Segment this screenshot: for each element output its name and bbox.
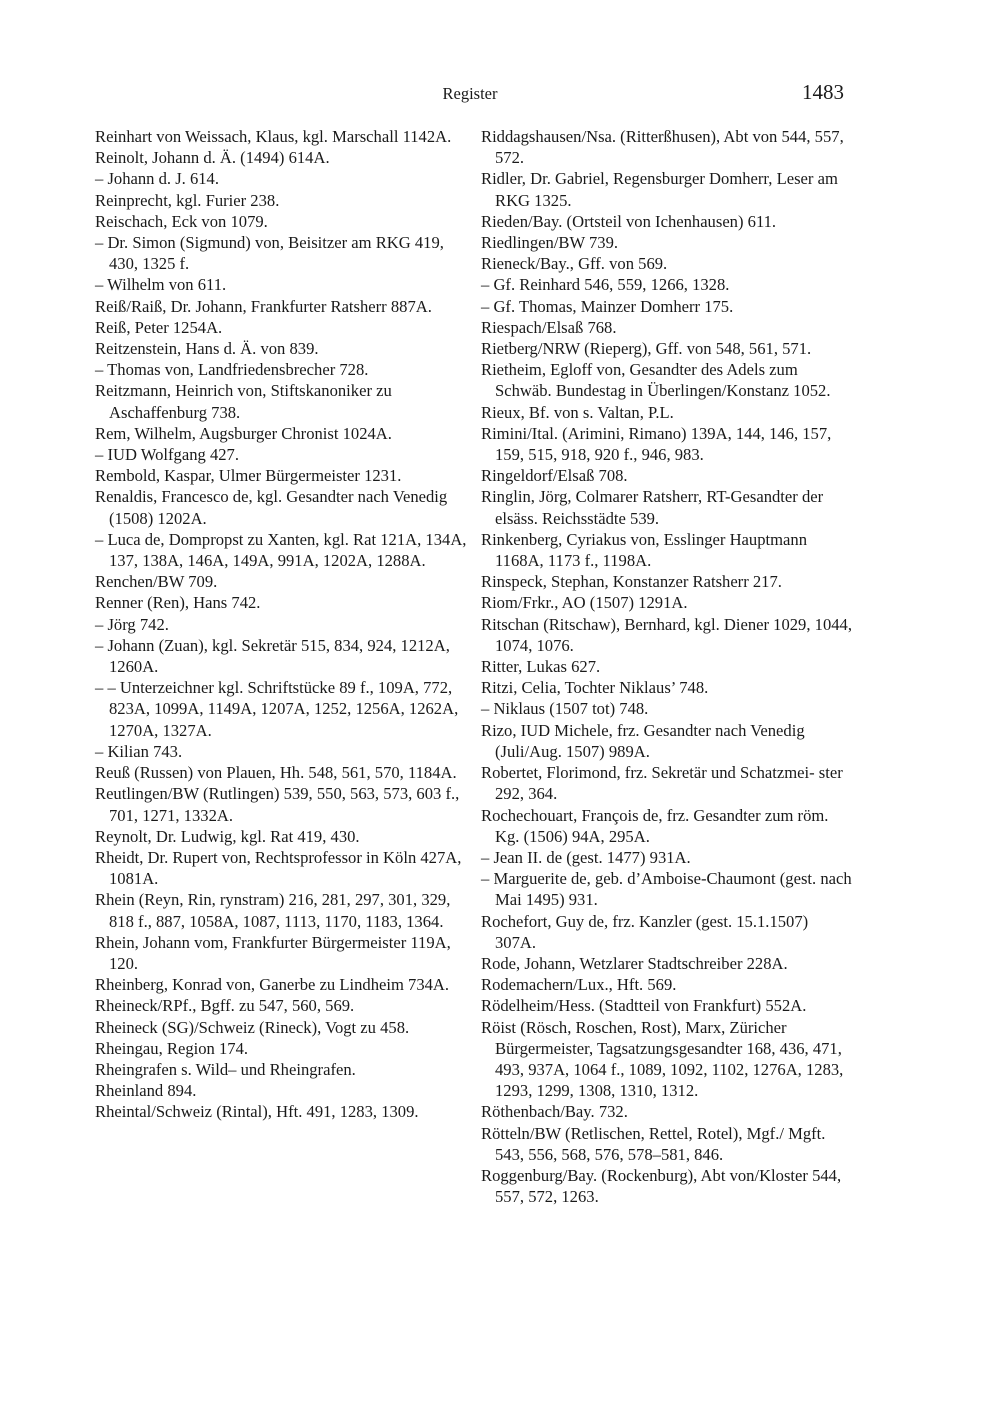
index-entry: – Thomas von, Landfriedensbrecher 728. (95, 360, 369, 380)
index-entry: Robertet, Florimond, frz. Sekretär und Schatzmei- ster 292, 364. (481, 763, 843, 804)
index-entry: Rheidt, Dr. Rupert von, Rechtsprofessor in Köln 427A, 1081A. (95, 847, 462, 889)
index-entry: Rizo, IUD Michele, frz. Gesandter nach Venedig (Juli/Aug. 1507) 989A. (481, 720, 805, 761)
index-entry: Reiß/Raiß, Dr. Johann, Frankfurter Ratsherr 887A. (95, 296, 432, 316)
index-entry: Röist (Rösch, Roschen, Rost), Marx, Züricher Bürgermeister, Tagsatzungsgesandter 168, 436, 471, 493, 937A, 1064 f., 1089, 1092, 1102, 1276A, 1283, 1293, 1299, 1308, 1310, 1312. (481, 1017, 844, 1101)
index-entry: Rieneck/Bay., Gff. von 569. (481, 254, 668, 274)
index-entry: Rochechouart, François de, frz. Gesandter zum röm. Kg. (1506) 94A, 295A. (481, 805, 829, 846)
index-entry: Rheineck/RPf., Bgff. zu 547, 560, 569. (95, 996, 355, 1016)
index-entry: Ringlin, Jörg, Colmarer Ratsherr, RT-Gesandter der elsäss. Reichsstädte 539. (481, 487, 824, 528)
index-entry: – Kilian 743. (95, 741, 183, 761)
index-entry: Ringeldorf/Elsaß 708. (481, 466, 628, 486)
index-entry: Rem, Wilhelm, Augsburger Chronist 1024A. (95, 423, 392, 443)
index-entry: Rheingrafen s. Wild– und Rheingrafen. (95, 1059, 356, 1079)
index-entry: Ritter, Lukas 627. (481, 657, 601, 677)
index-entry: – Wilhelm von 611. (95, 275, 227, 295)
index-entry: Riedlingen/BW 739. (481, 233, 619, 253)
index-entry: Rode, Johann, Wetzlarer Stadtschreiber 228A. (481, 953, 788, 973)
index-entry: – Marguerite de, geb. d’Amboise-Chaumont (gest. nach Mai 1495) 931. (481, 869, 852, 910)
index-entry: – Johann (Zuan), kgl. Sekretär 515, 834, 924, 1212A, 1260A. (95, 635, 450, 677)
index-entry: Rhein (Reyn, Rin, rynstram) 216, 281, 297, 301, 329, 818 f., 887, 1058A, 1087, 1113, 1170, 1183, 1364. (95, 890, 451, 931)
index-entry: Reinprecht, kgl. Furier 238. (95, 190, 280, 210)
index-entry: Renaldis, Francesco de, kgl. Gesandter nach Venedig (1508) 1202A. (95, 487, 448, 528)
index-entry: Rheintal/Schweiz (Rintal), Hft. 491, 1283, 1309. (95, 1102, 419, 1122)
index-entry: Reischach, Eck von 1079. (95, 211, 268, 231)
index-column-left (95, 126, 467, 1123)
running-head: Register (442, 84, 498, 103)
page-number: 1483 (802, 80, 844, 104)
index-entry: – Luca de, Dompropst zu Xanten, kgl. Rat 121A, 134A, 137, 138A, 146A, 149A, 991A, 1202A, 1288A. (95, 529, 467, 571)
index-entry: Reiß, Peter 1254A. (95, 317, 223, 337)
index-entry: Röthenbach/Bay. 732. (481, 1102, 628, 1122)
index-entry: Reuß (Russen) von Plauen, Hh. 548, 561, 570, 1184A. (95, 763, 457, 783)
index-entry: – Johann d. J. 614. (95, 169, 219, 189)
index-entry: Ritzi, Celia, Tochter Niklaus’ 748. (481, 678, 709, 698)
index-entry: Rietberg/NRW (Rieperg), Gff. von 548, 561, 571. (481, 339, 812, 359)
index-entry: Rheingau, Region 174. (95, 1038, 249, 1058)
index-entry: Rinspeck, Stephan, Konstanzer Ratsherr 217. (481, 572, 782, 592)
index-entry: Roggenburg/Bay. (Rockenburg), Abt von/Kloster 544, 557, 572, 1263. (481, 1165, 842, 1207)
index-entry: Rhein, Johann vom, Frankfurter Bürgermeister 119A, 120. (95, 932, 451, 973)
index-entry: Ridler, Dr. Gabriel, Regensburger Domherr, Leser am RKG 1325. (481, 169, 838, 210)
index-entry: Riespach/Elsaß 768. (481, 317, 617, 337)
index-entry: Reinolt, Johann d. Ä. (1494) 614A. (95, 148, 330, 168)
index-entry: – Gf. Thomas, Mainzer Domherr 175. (481, 296, 734, 316)
index-entry: Reutlingen/BW (Rutlingen) 539, 550, 563, 573, 603 f., 701, 1271, 1332A. (95, 784, 460, 825)
index-entry: Rochefort, Guy de, frz. Kanzler (gest. 15.1.1507) 307A. (481, 911, 809, 952)
page-header (0, 80, 1004, 110)
index-entry: Rheinberg, Konrad von, Ganerbe zu Lindheim 734A. (95, 975, 450, 995)
index-entry: – Jean II. de (gest. 1477) 931A. (481, 847, 691, 867)
index-entry: Rinkenberg, Cyriakus von, Esslinger Hauptmann 1168A, 1173 f., 1198A. (481, 529, 807, 571)
index-entry: Rheineck (SG)/Schweiz (Rineck), Vogt zu 458. (95, 1017, 410, 1037)
index-entry: Rheinland 894. (95, 1081, 197, 1101)
index-entry: Rödelheim/Hess. (Stadtteil von Frankfurt) 552A. (481, 996, 807, 1016)
index-entry: Rieden/Bay. (Ortsteil von Ichenhausen) 611. (481, 211, 777, 231)
index-entry: – IUD Wolfgang 427. (95, 445, 239, 465)
index-entry: Renner (Ren), Hans 742. (95, 593, 261, 613)
index-entry: Reitzenstein, Hans d. Ä. von 839. (95, 339, 319, 359)
index-entry: Rietheim, Egloff von, Gesandter des Adels zum Schwäb. Bundestag in Überlingen/Konstanz 1052. (481, 360, 831, 401)
index-entry: Rieux, Bf. von s. Valtan, P.L. (481, 402, 674, 422)
index-entry: Riddagshausen/Nsa. (Ritterßhusen), Abt von 544, 557, 572. (481, 127, 844, 168)
index-entry: – – Unterzeichner kgl. Schriftstücke 89 f., 109A, 772, 823A, 1099A, 1149A, 1207A, 1252, 1256A, 1262A, 1270A, 1327A. (95, 678, 459, 740)
index-column-right (481, 126, 853, 1207)
index-entry: Reynolt, Dr. Ludwig, kgl. Rat 419, 430. (95, 826, 360, 846)
index-entry: – Jörg 742. (95, 614, 169, 634)
index-entry: Ritschan (Ritschaw), Bernhard, kgl. Diener 1029, 1044, 1074, 1076. (481, 614, 852, 655)
index-entry: Rodemachern/Lux., Hft. 569. (481, 975, 677, 995)
index-entry: Renchen/BW 709. (95, 572, 218, 592)
index-entry: Reinhart von Weissach, Klaus, kgl. Marschall 1142A. (95, 127, 452, 146)
index-entry: Rimini/Ital. (Arimini, Rimano) 139A, 144, 146, 157, 159, 515, 918, 920 f., 946, 983. (481, 423, 832, 465)
index-entry: – Dr. Simon (Sigmund) von, Beisitzer am RKG 419, 430, 1325 f. (95, 233, 444, 274)
index-entry: Rötteln/BW (Retlischen, Rettel, Rotel), Mgf./ Mgft. 543, 556, 568, 576, 578–581, 846. (481, 1123, 826, 1164)
index-entry: Reitzmann, Heinrich von, Stiftskanoniker zu Aschaffenburg 738. (95, 381, 392, 422)
index-entry: Rembold, Kaspar, Ulmer Bürgermeister 1231. (95, 466, 402, 486)
index-entry: – Gf. Reinhard 546, 559, 1266, 1328. (481, 275, 730, 295)
index-entry: Riom/Frkr., AO (1507) 1291A. (481, 593, 688, 613)
index-entry: – Niklaus (1507 tot) 748. (481, 699, 649, 719)
